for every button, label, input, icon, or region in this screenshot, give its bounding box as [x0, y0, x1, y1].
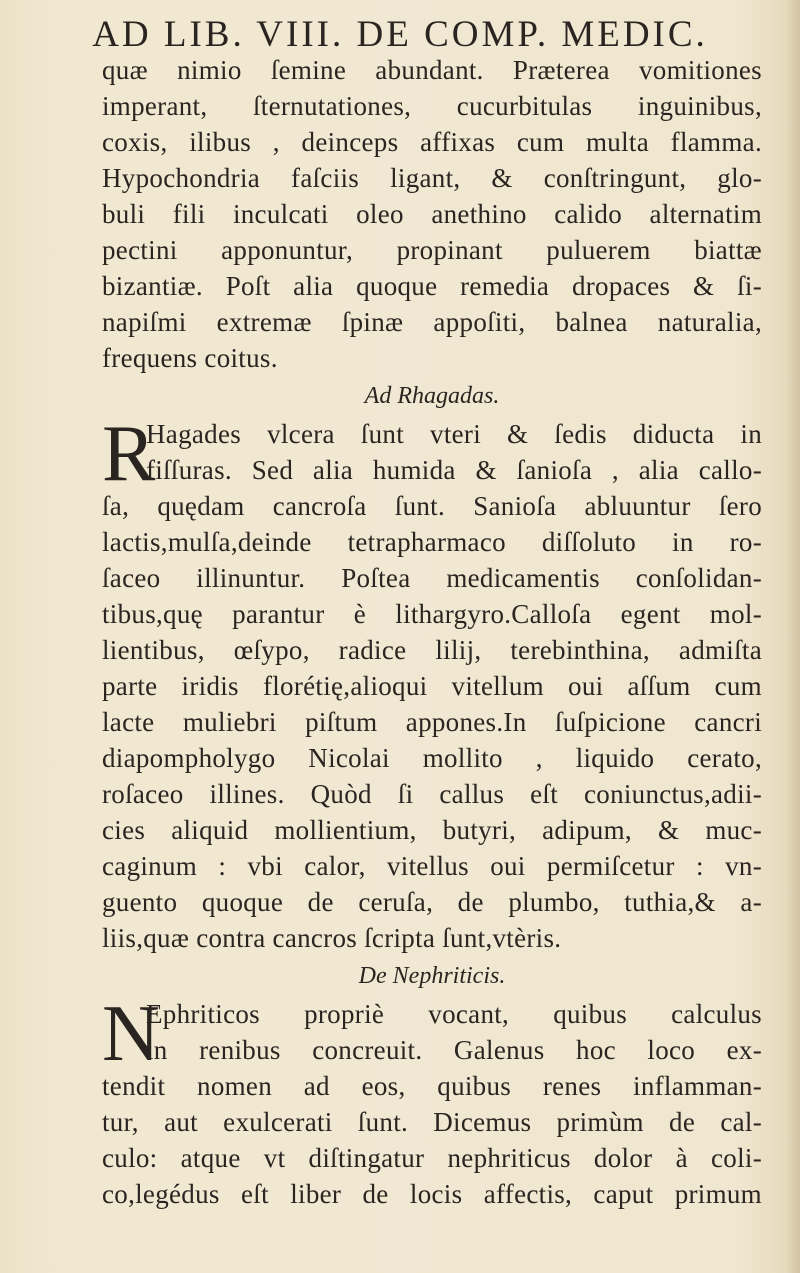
drop-capital: N — [102, 990, 160, 1078]
section-body — [102, 1068, 762, 1212]
section-heading-rhagadas: Ad Rhagadas. — [364, 383, 500, 409]
text-line: fiſſuras. Sed alia humida & ſanioſa , alia callo- — [146, 455, 762, 485]
drop-capital: R — [102, 410, 156, 498]
text-line: frequens coitus. — [102, 343, 278, 373]
text-line: bizantiæ. Poſt alia quoque remedia dropaces & ſi- — [102, 271, 762, 301]
section-nephriticis — [102, 990, 762, 1212]
text-line: cies aliquid mollientium, butyri, adipum, & muc- — [102, 815, 762, 845]
text-line: lacte muliebri piſtum appones.In ſuſpicione cancri — [102, 707, 762, 737]
text-line: ſaceo illinuntur. Poſtea medicamentis conſolidan- — [102, 563, 762, 593]
text-line: culo: atque vt diſtingatur nephriticus dolor à coli- — [102, 1143, 762, 1173]
page-body — [102, 52, 762, 1212]
dropcap-lines — [102, 990, 762, 1078]
section-body — [102, 488, 762, 956]
text-line: imperant, ſternutationes, cucurbitulas inguinibus, — [102, 91, 762, 121]
text-line: Hypochondria faſciis ligant, & conſtringunt, glo- — [102, 163, 762, 193]
text-line: lactis,mulſa,deinde tetrapharmaco diſſoluto in ro- — [102, 527, 762, 557]
text-line: pectini apponuntur, propinant puluerem biattæ — [102, 235, 762, 265]
text-line: tur, aut exulcerati ſunt. Dicemus primùm de cal- — [102, 1107, 762, 1137]
text-line: Ephriticos propriè vocant, quibus calculus — [146, 999, 762, 1029]
text-line: parte iridis florétię,alioqui vitellum oui aſſum cum — [102, 671, 762, 701]
text-line: liis,quæ contra cancros ſcripta ſunt,vtèris. — [102, 923, 562, 953]
page-edge-shadow — [786, 0, 800, 1273]
text-line: napiſmi extremæ ſpinæ appoſiti, balnea naturalia, — [102, 307, 762, 337]
section-rhagadas — [102, 410, 762, 956]
text-line: buli fili inculcati oleo anethino calido alternatim — [102, 199, 762, 229]
section-heading-nephriticis: De Nephriticis. — [358, 963, 506, 989]
intro-paragraph — [102, 52, 762, 376]
text-line: caginum : vbi calor, vitellus oui permiſcetur : vn- — [102, 851, 762, 881]
text-line: in renibus concreuit. Galenus hoc loco ex- — [146, 1035, 762, 1065]
text-line: Hagades vlcera ſunt vteri & ſedis diducta in — [146, 419, 762, 449]
text-line: tibus,quę parantur è lithargyro.Calloſa egent mol- — [102, 599, 762, 629]
dropcap-lines — [102, 410, 762, 498]
text-line: tendit nomen ad eos, quibus renes inflamman- — [102, 1071, 762, 1101]
text-line: diapompholygo Nicolai mollito , liquido cerato, — [102, 743, 762, 773]
text-line: lientibus, œſypo, radice lilij, terebinthina, admiſta — [102, 635, 762, 665]
text-line: coxis, ilibus , deinceps affixas cum multa flamma. — [102, 127, 762, 157]
text-line: roſaceo illines. Quòd ſi callus eſt coniunctus,adii- — [102, 779, 762, 809]
text-line: co,legédus eſt liber de locis affectis, caput primum — [102, 1179, 762, 1209]
text-line: ſa, quędam cancroſa ſunt. Sanioſa abluuntur ſero — [102, 491, 762, 521]
text-line: quæ nimio ſemine abundant. Præterea vomitiones — [102, 55, 762, 85]
running-header: AD LIB. VIII. DE COMP. MEDIC. — [92, 14, 708, 55]
text-line: guento quoque de ceruſa, de plumbo, tuthia,& a- — [102, 887, 762, 917]
